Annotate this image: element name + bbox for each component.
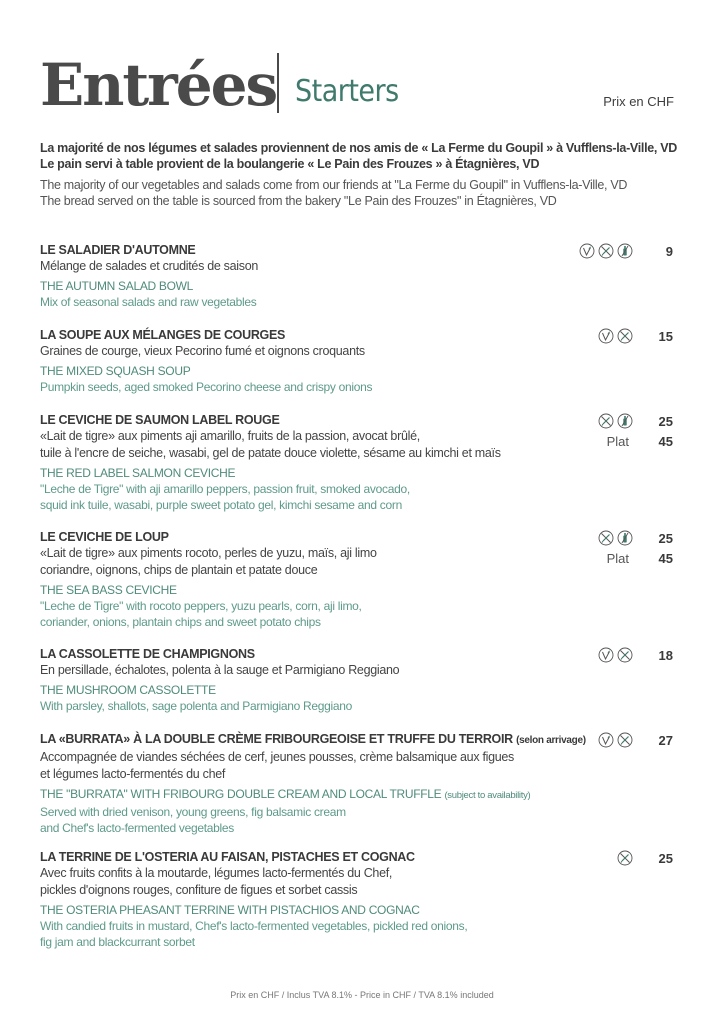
item-desc-en: Pumpkin seeds, aged smoked Pecorino cheese and crispy onions [40,380,373,394]
menu-item [40,412,680,529]
item-name-en: THE OSTERIA PHEASANT TERRINE WITH PISTACHIOS AND COGNAC [40,903,420,917]
item-price: 27 [658,732,673,748]
item-desc-fr: Avec fruits confits à la moutarde, légumes lacto-fermentés du Chef, [40,866,393,880]
item-name-fr: LA TERRINE DE L'OSTERIA AU FAISAN, PISTACHES ET COGNAC [40,850,415,864]
item-desc-en: and Chef's lacto-fermented vegetables [40,821,234,835]
item-price: 25 [658,530,673,546]
price-column [617,849,673,867]
item-desc-fr: coriandre, oignons, chips de plantain et patate douce [40,563,318,577]
availability-note: (selon arrivage) [516,735,586,746]
item-price: 25 [658,850,673,866]
item-desc-en: With candied fruits in mustard, Chef's lacto-fermented vegetables, pickled red onions, [40,919,468,933]
vegetarian-icon [598,732,614,748]
vegetarian-icon [579,243,595,259]
item-desc-en: Served with dried venison, young greens, fig balsamic cream [40,805,346,819]
intro-fr-line: Le pain servi à table provient de la boulangerie « Le Pain des Frouzes » à Étagnières, VD [40,157,540,171]
item-desc-fr: et légumes lacto-fermentés du chef [40,767,226,781]
item-desc-fr: pickles d'oignons rouges, confiture de figues et sorbet cassis [40,883,358,897]
footer-note: Prix en CHF / Inclus TVA 8.1% - Price in CHF / TVA 8.1% included [230,990,494,1000]
intro-en-line: The bread served on the table is sourced from the bakery "Le Pain des Frouzes" in Étagnières, VD [40,194,557,208]
intro-fr-line: La majorité de nos légumes et salades proviennent de nos amis de « La Ferme du Goupil » à Vufflens-la-Ville, VD [40,141,678,155]
lactose-free-icon [617,243,633,259]
item-name-fr [40,731,680,749]
gluten-free-icon [617,850,633,866]
gluten-free-icon [617,732,633,748]
gluten-free-icon [617,328,633,344]
item-desc-fr: Mélange de salades et crudités de saison [40,259,259,273]
item-name-fr-text: LA «BURRATA» À LA DOUBLE CRÈME FRIBOURGEOISE ET TRUFFE DU TERROIR [40,732,513,746]
intro-en [40,177,680,209]
menu-items [40,242,680,959]
gluten-free-icon [598,413,614,429]
item-name-en: THE SEA BASS CEVICHE [40,583,177,597]
item-name-fr: LA CASSOLETTE DE CHAMPIGNONS [40,647,255,661]
lactose-free-icon [617,413,633,429]
price-column [579,242,673,260]
item-name-fr: LE CEVICHE DE SAUMON LABEL ROUGE [40,413,280,427]
vegetarian-icon [598,328,614,344]
menu-item [40,529,680,646]
price-column [598,529,673,567]
menu-item [40,242,680,327]
plat-label: Plat [606,433,629,449]
plat-price: 45 [658,433,673,449]
item-price: 25 [658,413,673,429]
item-name-en: THE MIXED SQUASH SOUP [40,364,191,378]
page-header [40,50,680,120]
plat-label: Plat [606,550,629,566]
gluten-free-icon [598,243,614,259]
menu-item [40,327,680,412]
item-desc-fr: «Lait de tigre» aux piments rocoto, perles de yuzu, maïs, aji limo [40,546,377,560]
price-column [598,731,673,749]
item-name-fr: LE SALADIER D'AUTOMNE [40,243,196,257]
plat-price: 45 [658,550,673,566]
price-column [598,646,673,664]
item-desc-fr: Graines de courge, vieux Pecorino fumé et oignons croquants [40,344,365,358]
title-divider [277,53,279,113]
item-desc-fr: En persillade, échalotes, polenta à la sauge et Parmigiano Reggiano [40,663,400,677]
item-name-en-text: THE "BURRATA" WITH FRIBOURG DOUBLE CREAM AND LOCAL TRUFFLE [40,787,442,801]
item-desc-fr: «Lait de tigre» aux piments aji amarillo, fruits de la passion, avocat brûlé, [40,429,420,443]
gluten-free-icon [598,530,614,546]
item-price: 9 [665,243,673,259]
page-title-fr: Entrées [40,51,277,119]
item-desc-en: fig jam and blackcurrant sorbet [40,935,195,949]
availability-note-en: (subject to availability) [444,790,531,801]
intro-fr [40,140,680,172]
intro [40,140,680,209]
price-column [598,327,673,345]
item-desc-en: Mix of seasonal salads and raw vegetables [40,295,257,309]
page-title-en: Starters [295,74,399,109]
menu-item [40,646,680,731]
item-name-en [40,786,680,804]
vegetarian-icon [598,647,614,663]
item-desc-en: squid ink tuile, wasabi, purple sweet potato gel, kimchi sesame and corn [40,498,402,512]
lactose-free-icon [617,530,633,546]
menu-item [40,849,680,959]
item-desc-fr: Accompagnée de viandes séchées de cerf, jeunes pousses, crème balsamique aux figues [40,750,515,764]
item-name-fr: LE CEVICHE DE LOUP [40,530,169,544]
currency-label: Prix en CHF [603,94,674,109]
item-desc-en: "Leche de Tigre" with rocoto peppers, yuzu pearls, corn, aji limo, [40,599,362,613]
item-name-fr: LA SOUPE AUX MÉLANGES DE COURGES [40,328,286,342]
gluten-free-icon [617,647,633,663]
price-column [598,412,673,450]
item-desc-en: coriander, onions, plantain chips and sweet potato chips [40,615,321,629]
intro-en-line: The majority of our vegetables and salads come from our friends at "La Ferme du Goupil" in Vufflens-la-Ville, VD [40,178,628,192]
item-desc-en: With parsley, shallots, sage polenta and Parmigiano Reggiano [40,699,352,713]
item-price: 15 [658,328,673,344]
item-desc-fr: tuile à l'encre de seiche, wasabi, gel de patate douce violette, sésame au kimchi et maïs [40,446,501,460]
item-name-en: THE AUTUMN SALAD BOWL [40,279,194,293]
item-price: 18 [658,647,673,663]
menu-item [40,731,680,849]
item-name-en: THE RED LABEL SALMON CEVICHE [40,466,236,480]
item-desc-en: "Leche de Tigre" with aji amarillo peppers, passion fruit, smoked avocado, [40,482,410,496]
item-name-en: THE MUSHROOM CASSOLETTE [40,683,216,697]
